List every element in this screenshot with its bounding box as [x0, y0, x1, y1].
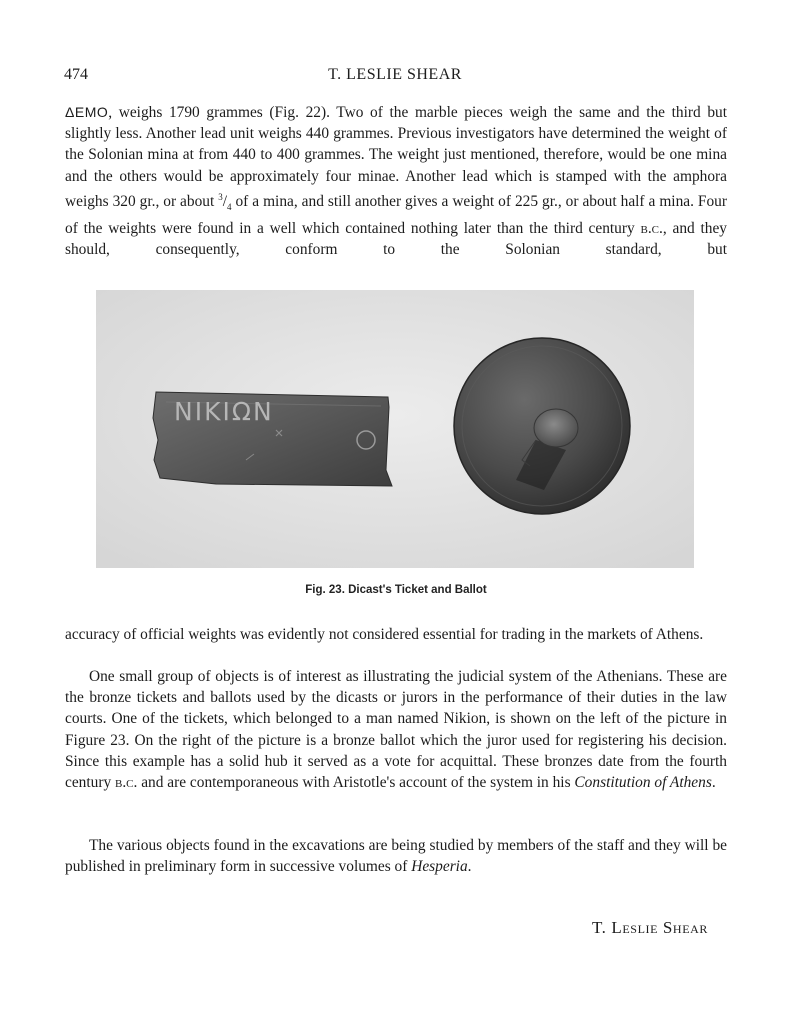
- ballot-solid-hub: [534, 409, 578, 447]
- page-header: [64, 66, 726, 90]
- paragraph-text: , weighs 1790 grammes (Fig. 22). Two of the marble pieces weigh the same and the third but slightly less. Another lead unit weighs 440 grammes. Previous investigators have determined the weight of the Solonian mina at from 440 to 400 grammes. The weight just mentioned, therefore, would be one mina and the others would be approximately four minae. Another lead which is stamped with the amphora weighs 320 gr., or about: [65, 104, 727, 210]
- paragraph-text: .: [467, 858, 472, 876]
- fraction-separator: /: [222, 192, 228, 210]
- signature-name: Leslie Shear: [611, 918, 708, 937]
- paragraph-text: , and they should, consequently, conform to the Solonian standard, but: [65, 220, 727, 259]
- figure-caption: Fig. 23. Dicast's Ticket and Ballot: [305, 584, 487, 596]
- page-number: 474: [64, 66, 88, 83]
- ticket-inscription: ΝΙΚΙΩΝ: [174, 397, 274, 426]
- paragraph-text: The various objects found in the excavations are being studied by members of the staff and they will be published in preliminary form in successive volumes of: [65, 837, 727, 876]
- book-title: Constitution of Athens: [574, 774, 712, 792]
- greek-inscription-word: ΔΕΜΟ: [65, 104, 109, 120]
- paragraph-text: .: [711, 774, 716, 792]
- era-abbreviation: b.c.: [115, 774, 138, 792]
- paragraph-judicial-system: [65, 666, 727, 793]
- paragraph-text: and are contemporaneous with Aristotle's account of the system in his: [137, 774, 575, 792]
- figure-photograph: [96, 290, 694, 568]
- fraction-denominator: 4: [227, 202, 232, 213]
- signature-initial: T.: [591, 918, 612, 937]
- paragraph-weights: [65, 102, 727, 261]
- fraction-numerator: 3: [218, 191, 223, 202]
- ticket-and-ballot-photo: [96, 290, 694, 568]
- era-abbreviation: b.c.: [640, 220, 663, 238]
- paragraph-accuracy: accuracy of official weights was evidently not considered essential for trading in the markets of Athens.: [65, 626, 704, 643]
- dicast-ticket: [153, 392, 392, 486]
- paragraph-text: of a mina, and still another gives a weight of 225 gr., or about half a mina. Four of the weights were found in a well which contained nothing later than the third century: [65, 192, 727, 238]
- running-head: T. LESLIE SHEAR: [328, 66, 462, 83]
- bronze-ballot: [454, 338, 630, 514]
- paragraph-text: One small group of objects is of interest as illustrating the judicial system of the Athenians. These are the bronze tickets and ballots used by the dicasts or jurors in the performance of their duties in the law courts. One of the tickets, which belonged to a man named Nikion, is shown on the left of the picture in Figure 23. On the right of the picture is a bronze ballot which the juror used for registering his decision. Since this example has a solid hub it served as a vote for acquittal. These bronzes date from the fourth century: [65, 668, 727, 792]
- paragraph-publication: [65, 835, 727, 877]
- journal-title: Hesperia: [411, 858, 468, 876]
- author-signature: [592, 918, 708, 938]
